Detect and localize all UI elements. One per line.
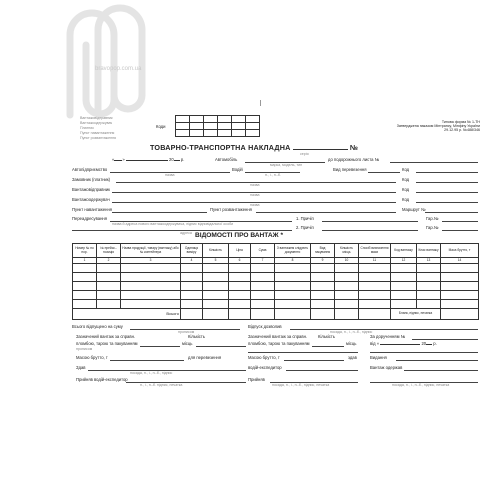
table-row	[73, 273, 479, 282]
total-row	[73, 309, 479, 320]
title-text: ТОВАРНО-ТРАНСПОРТНА НАКЛАДНА	[150, 143, 291, 152]
codes-grid	[175, 115, 260, 137]
from-label: від « 20 р.	[370, 341, 437, 346]
trailer2-label: 2. Причіп	[296, 225, 314, 230]
handed-hint: посада, п., і., п.-б., підпис	[130, 371, 173, 375]
quantity-right: Кількість	[318, 334, 335, 339]
accepted-hint: посада, п., і., п.-б., підпис, печатка	[272, 383, 330, 387]
number-label: №	[349, 143, 359, 152]
released-hint: прописом	[178, 330, 195, 334]
seal-left: пломбою, тарою та пакуванням	[76, 341, 138, 346]
date-line: « » 20 р.	[112, 157, 185, 162]
waybill-label: до подорожнього листа №	[328, 157, 380, 162]
consignee-label: Вантажоодержувач	[72, 197, 110, 202]
readdress-label: Переадресування	[72, 216, 108, 221]
col-number: 7	[251, 258, 275, 264]
top-left-row: Вантажовідправник	[80, 116, 113, 120]
code-label: Код	[402, 177, 410, 182]
col-number: 2	[97, 258, 121, 264]
handed-left: Здав	[76, 365, 86, 370]
carrier-hint: назва	[165, 173, 175, 177]
cargo-table	[72, 243, 479, 320]
total-label: Всього	[73, 309, 181, 320]
power-of-attorney-label: За дорученням №	[370, 334, 406, 339]
driver-hint: п., і., п.-б.	[265, 173, 281, 177]
table-row	[73, 282, 479, 291]
col-header: № прейск.- позиція	[97, 244, 121, 258]
transport-type-label: Вид перевезення	[333, 167, 367, 172]
top-left-row: Пункт навантаження	[80, 131, 115, 135]
code-label: Код	[402, 187, 410, 192]
watermark-text: bravopop.com.ua	[95, 66, 142, 72]
issued-label: Видання	[370, 355, 387, 360]
col-number: 5	[203, 258, 229, 264]
col-header: Клас вантажу	[417, 244, 441, 258]
acceptor-hint: п., і., п.-б. підпис, печатка	[140, 383, 183, 387]
automobile-label: Автомобіль	[215, 157, 238, 162]
col-header: Сума	[251, 244, 275, 258]
col-number: 4	[181, 258, 203, 264]
consignee-hint: назва	[250, 203, 260, 207]
col-header: Вид пакування	[311, 244, 335, 258]
col-number: 6	[229, 258, 251, 264]
col-number: 1	[73, 258, 97, 264]
loading-point-label: Пункт навантаження	[72, 207, 113, 212]
cargo-title: ВІДОМОСТІ ПРО ВАНТАЖ *	[195, 232, 284, 239]
customer-label: Замовник (платник)	[72, 177, 111, 182]
total-sign: Бланк, підпис, печатка	[391, 309, 441, 320]
table-row	[73, 300, 479, 309]
form-info	[385, 120, 480, 132]
form-info-line: Типова форма № 1-ТН	[441, 120, 480, 124]
released-label: Всього відпущено на суму	[72, 324, 123, 329]
places-hint: прописом	[76, 347, 93, 351]
seal-right: пломбою, тарою та пакуванням	[248, 341, 310, 346]
form-info-line: Затверджена наказом Мінтрансу, Мінфіну України	[396, 124, 480, 128]
series-hint: серія	[300, 152, 309, 156]
col-header: З вантажем слідують документи	[275, 244, 311, 258]
col-number: 12	[391, 258, 417, 264]
code-label: Код	[402, 167, 410, 172]
cargo-delivered-label: Вантаж одержав	[370, 365, 403, 370]
allowed-label: Відпуск дозволив	[248, 324, 282, 329]
customer-hint: назва	[250, 183, 260, 187]
pledge-right: Зазначений вантаж за справн.	[248, 334, 308, 339]
allowed-hint: посада, п., і., п.-б., підпис	[330, 330, 373, 334]
places-right: місць	[346, 341, 357, 346]
net-left: Масою брутто, т	[76, 355, 108, 360]
col-header: Кількість місць	[335, 244, 359, 258]
pledge-left: Зазначений вантаж за справн.	[76, 334, 136, 339]
acceptor-driver-left: Прийняв водій-експедитор	[76, 377, 128, 382]
table-row	[73, 264, 479, 273]
top-left-row: Вантажоодержувач	[80, 121, 113, 125]
garage-label: Гар.№	[426, 225, 439, 230]
page-title	[150, 143, 358, 152]
places-left: місць	[182, 341, 193, 346]
receiver-driver: водій-експедитор	[248, 365, 282, 370]
col-header: Маса брутто, т	[441, 244, 479, 258]
paperclip-watermark-icon	[40, 0, 160, 120]
top-left-row: Пункт розвантаження	[80, 136, 117, 140]
carrier-label: Автопідприємство	[72, 167, 108, 172]
col-header: Код вантажу	[391, 244, 417, 258]
col-header: Назва продукції, товару (вантажу) або № контейнера	[121, 244, 181, 258]
readdress-hint: назва й адреса нового вантажоодержувача, підпис відповідальної особи	[112, 222, 234, 226]
col-number: 11	[359, 258, 391, 264]
code-label: Код	[402, 197, 410, 202]
quantity-left: Кількість	[188, 334, 205, 339]
route-label: Маршрут №	[402, 207, 426, 212]
delivered-label: здав	[348, 355, 357, 360]
col-header: Одиниця виміру	[181, 244, 203, 258]
col-number: 14	[441, 258, 479, 264]
col-number: 10	[335, 258, 359, 264]
net-right: Масою брутто, т	[248, 355, 280, 360]
form-info-line: 29.12.95 р. №488/346	[444, 128, 480, 132]
col-number: 9	[311, 258, 335, 264]
col-header: Номер № по пор.	[73, 244, 97, 258]
accepted-label: Прийняв	[248, 377, 265, 382]
col-header: Спосіб визначення маси	[359, 244, 391, 258]
trailer1-label: 1. Причіп	[296, 216, 314, 221]
driver-label: Водій	[232, 167, 243, 172]
shipper-hint: назва	[250, 193, 260, 197]
hand-left: для перевезення	[188, 355, 222, 360]
address-hint: адреса	[180, 231, 192, 235]
cargo-delivered-hint: посада, п., і., п.-б., підпис, печатка	[392, 383, 450, 387]
col-number: 3	[121, 258, 181, 264]
col-header: Ціна	[229, 244, 251, 258]
codes-label: Коди	[156, 124, 166, 129]
unloading-point-label: Пункт розвантаження	[210, 207, 252, 212]
col-number: 8	[275, 258, 311, 264]
col-number: 13	[417, 258, 441, 264]
shipper-label: Вантажовідправник	[72, 187, 110, 192]
top-left-row: Платник	[80, 126, 94, 130]
brand-hint: марка, модель, тип	[270, 163, 303, 167]
garage-label: Гар.№	[426, 216, 439, 221]
table-row	[73, 291, 479, 300]
col-header: Кількість	[203, 244, 229, 258]
